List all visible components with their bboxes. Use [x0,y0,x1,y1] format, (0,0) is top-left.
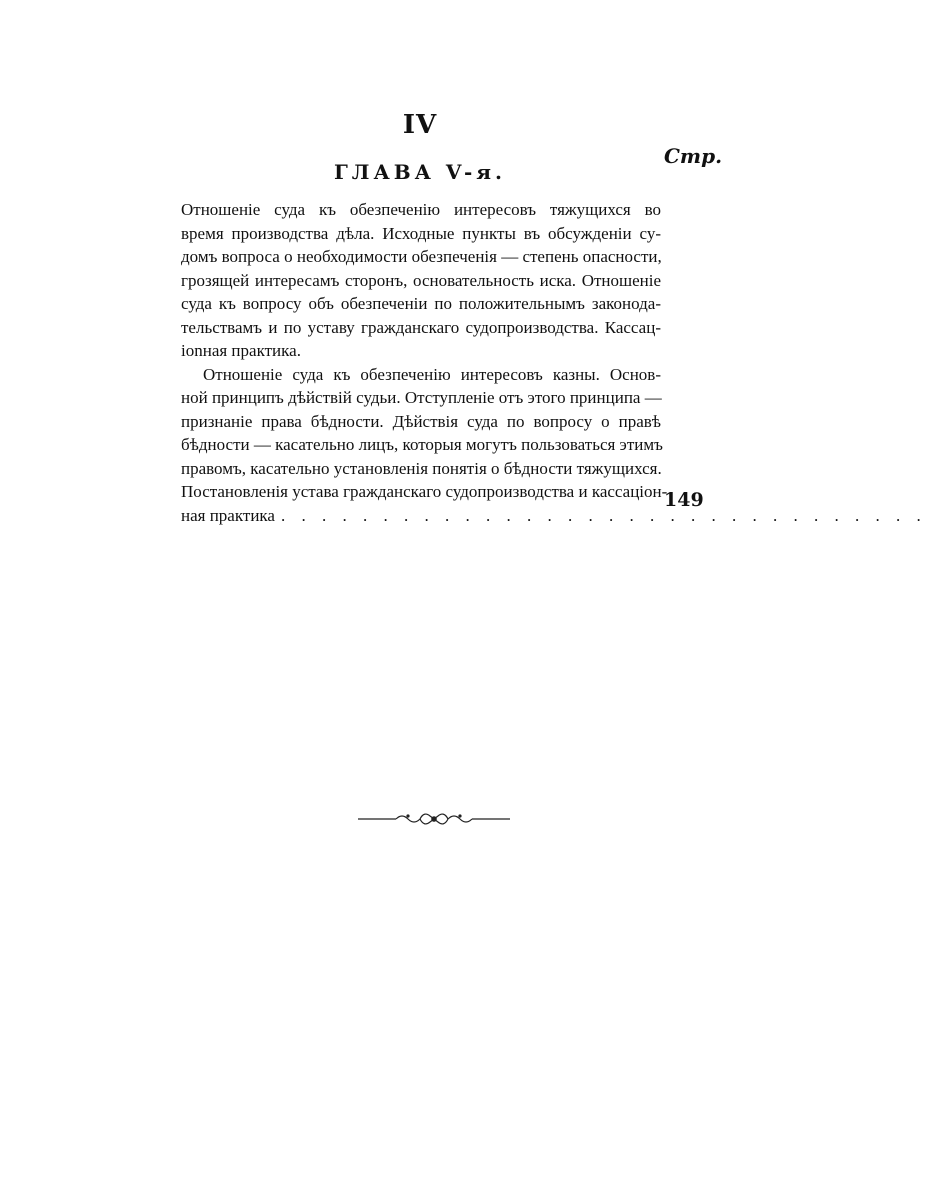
ornament-divider-icon [356,808,512,830]
toc-line: бѣдности — касательно лицъ, которыя могутъ пользоваться этимъ [181,435,663,454]
toc-entry-1 [181,198,661,363]
toc-line: признаніе права бѣдности. Дѣйствія суда по вопросу о правѣ [181,411,661,431]
toc-line: Постановленія устава гражданскаго судопроизводства и кассаціон- [181,482,668,501]
toc-line: ной принципъ дѣйствій судьи. Отступленіе отъ этого принципа — [181,388,662,407]
page-column-label: Стр. [664,144,723,168]
toc-line: Отношеніе суда къ обезпеченію интересовъ тяжущихся во [181,200,661,219]
dot-leader: . . . . . . . . . . . . . . . . . . . . . . . . . . . . . . . . [280,505,927,525]
toc-page-reference: 149 [664,489,704,511]
toc-line: суда къ вопросу объ обезпеченіи по положительнымъ законода- [181,294,661,313]
toc-line: ная практика [181,505,275,525]
toc-line: правомъ, касательно установленія понятія о бѣдности тяжущихся. [181,458,662,478]
toc-line: ionная практика. [181,341,301,360]
chapter-heading: ГЛАВА V-я. [333,160,507,184]
toc-last-line [181,504,927,528]
page-number: IV [402,110,438,140]
toc-line: Отношеніе суда къ обезпеченію интересовъ казны. Основ- [203,364,661,384]
toc-line: время производства дѣла. Исходные пункты въ обсужденіи су- [181,223,661,243]
toc-line: домъ вопроса о необходимости обезпеченія — степень опасности, [181,247,662,266]
toc-line: тельствамъ и по уставу гражданскаго судопроизводства. Кассац- [181,317,661,337]
toc-line: грозящей интересамъ сторонъ, основательность иска. Отношеніе [181,270,661,290]
